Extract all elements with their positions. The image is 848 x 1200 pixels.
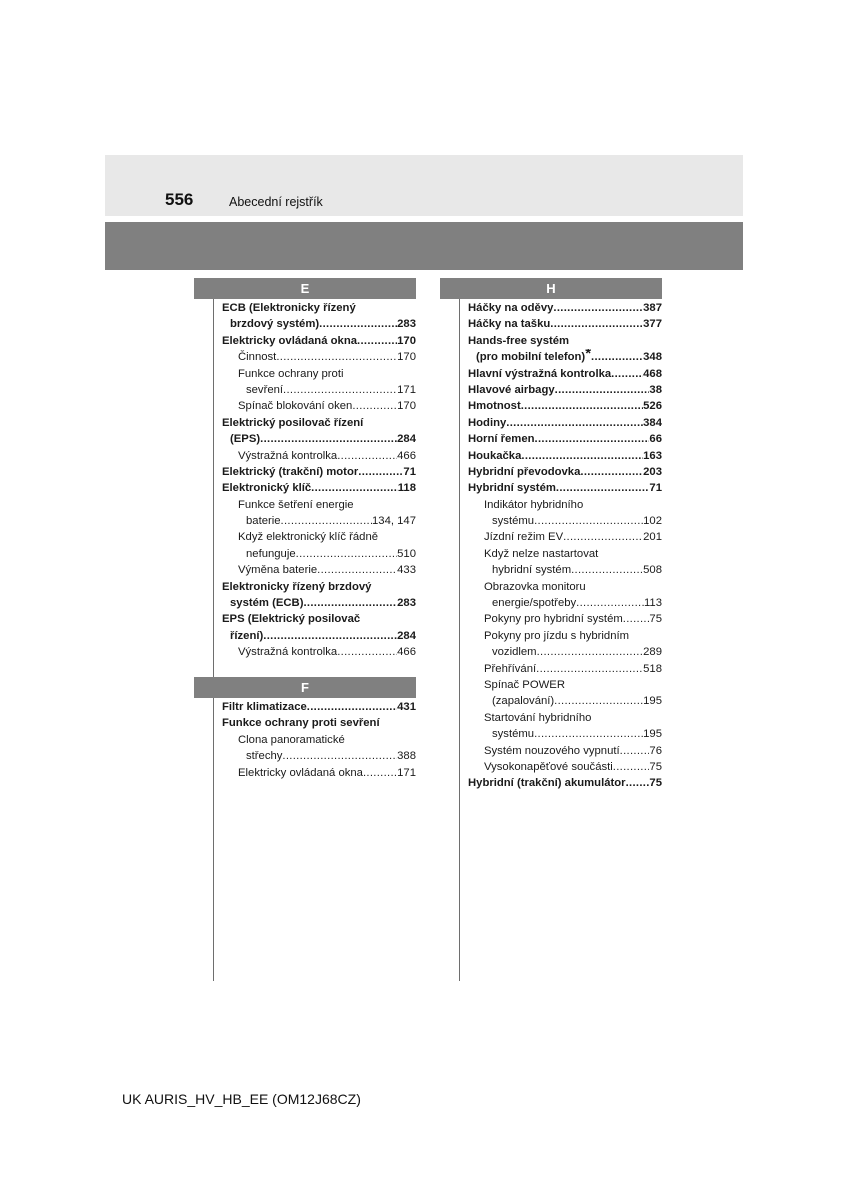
- page-title: Abecední rejstřík: [229, 195, 323, 209]
- index-entry: Systém nouzového vypnutí ..... 76: [468, 743, 662, 759]
- index-entry: Pokyny pro jízdu s hybridním: [484, 629, 630, 642]
- index-entry: Pokyny pro hybridní systém ..... 75: [468, 611, 662, 627]
- index-entry: Hodiny ..... 384: [468, 415, 662, 431]
- index-entry: Když nelze nastartovat: [484, 547, 599, 560]
- index-entry: Vysokonapěťové součásti ..... 75: [468, 759, 662, 775]
- index-entry: (zapalování) ..... 195: [468, 693, 662, 709]
- index-entry: EPS (Elektrický posilovač: [222, 613, 361, 626]
- index-entry: Přehřívání ..... 518: [468, 661, 662, 677]
- footer-model-code: UK AURIS_HV_HB_EE (OM12J68CZ): [122, 1091, 361, 1107]
- index-entry: ECB (Elektronicky řízený: [222, 302, 356, 314]
- index-entry: Funkce šetření energie: [238, 498, 354, 511]
- right-column-divider: [459, 299, 460, 981]
- index-entry: Hybridní systém ..... 71: [468, 480, 662, 496]
- index-entry: Výměna baterie ..... 433: [222, 562, 416, 578]
- index-entry: Indikátor hybridního: [484, 498, 584, 511]
- index-entry: Houkačka ..... 163: [468, 448, 662, 464]
- index-entry: Funkce ochrany proti sevření: [222, 717, 380, 730]
- index-entry: Clona panoramatické: [238, 733, 345, 746]
- index-entry: Filtr klimatizace ..... 431: [222, 699, 416, 715]
- asterisk-mark: *: [585, 349, 592, 363]
- index-entry: hybridní systém ..... 508: [468, 562, 662, 578]
- index-entry: Jízdní režim EV ..... 201: [468, 529, 662, 545]
- index-entry: Spínač blokování oken ..... 170: [222, 398, 416, 414]
- index-entry: Elektronický klíč ..... 118: [222, 480, 416, 496]
- index-entry: Hands-free systém: [468, 334, 570, 347]
- index-entry: Hybridní (trakční) akumulátor ..... 75: [468, 775, 662, 791]
- index-entry: Spínač POWER: [484, 678, 565, 691]
- index-entry: Když elektronický klíč řádně: [238, 531, 379, 544]
- index-entry: energie/spotřeby ..... 113: [468, 595, 662, 611]
- index-entry: brzdový systém) ..... 283: [222, 316, 416, 332]
- section-header-h: H: [440, 278, 662, 299]
- index-entry: Startování hybridního: [484, 711, 592, 724]
- index-entry: střechy ..... 388: [222, 748, 416, 764]
- index-entry: Funkce ochrany proti: [238, 367, 344, 380]
- index-entry: vozidlem ..... 289: [468, 644, 662, 660]
- section-h-entries: [468, 300, 662, 792]
- index-entry: Elektrický posilovač řízení: [222, 416, 364, 429]
- left-column-divider: [213, 299, 214, 981]
- index-entry: Elektricky ovládaná okna ..... 170: [222, 333, 416, 349]
- index-entry: Obrazovka monitoru: [484, 580, 586, 593]
- index-entry: Elektrický (trakční) motor ..... 71: [222, 464, 416, 480]
- header-band: [105, 155, 743, 216]
- index-entry: (pro mobilní telefon) * ..... 348: [468, 349, 662, 365]
- index-entry: Výstražná kontrolka ..... 466: [222, 644, 416, 660]
- index-entry: Elektricky ovládaná okna ..... 171: [222, 765, 416, 781]
- page-number: 556: [165, 190, 194, 209]
- index-entry: (EPS) ..... 284: [222, 431, 416, 447]
- index-entry: řízení) ..... 284: [222, 628, 416, 644]
- index-entry: Elektronicky řízený brzdový: [222, 580, 372, 593]
- index-entry: Hlavové airbagy ..... 38: [468, 382, 662, 398]
- index-entry: Hlavní výstražná kontrolka ..... 468: [468, 366, 662, 382]
- index-entry: nefunguje ..... 510: [222, 546, 416, 562]
- index-entry: systému ..... 102: [468, 513, 662, 529]
- section-header-e: E: [194, 278, 416, 299]
- index-entry: Činnost ..... 170: [222, 349, 416, 365]
- index-entry: baterie ..... 134, 147: [222, 513, 416, 529]
- header-bar: [105, 222, 743, 270]
- section-header-f: F: [194, 677, 416, 698]
- index-entry: Hybridní převodovka ..... 203: [468, 464, 662, 480]
- index-entry: Hmotnost ..... 526: [468, 398, 662, 414]
- section-e-entries: [222, 300, 416, 661]
- index-entry: sevření ..... 171: [222, 382, 416, 398]
- index-entry: Háčky na oděvy ..... 387: [468, 300, 662, 316]
- index-entry: Háčky na tašku ..... 377: [468, 316, 662, 332]
- index-entry: Výstražná kontrolka ..... 466: [222, 448, 416, 464]
- index-entry: systému ..... 195: [468, 726, 662, 742]
- index-entry: Horní řemen ..... 66: [468, 431, 662, 447]
- section-f-entries: [222, 699, 416, 781]
- index-entry: systém (ECB) ..... 283: [222, 595, 416, 611]
